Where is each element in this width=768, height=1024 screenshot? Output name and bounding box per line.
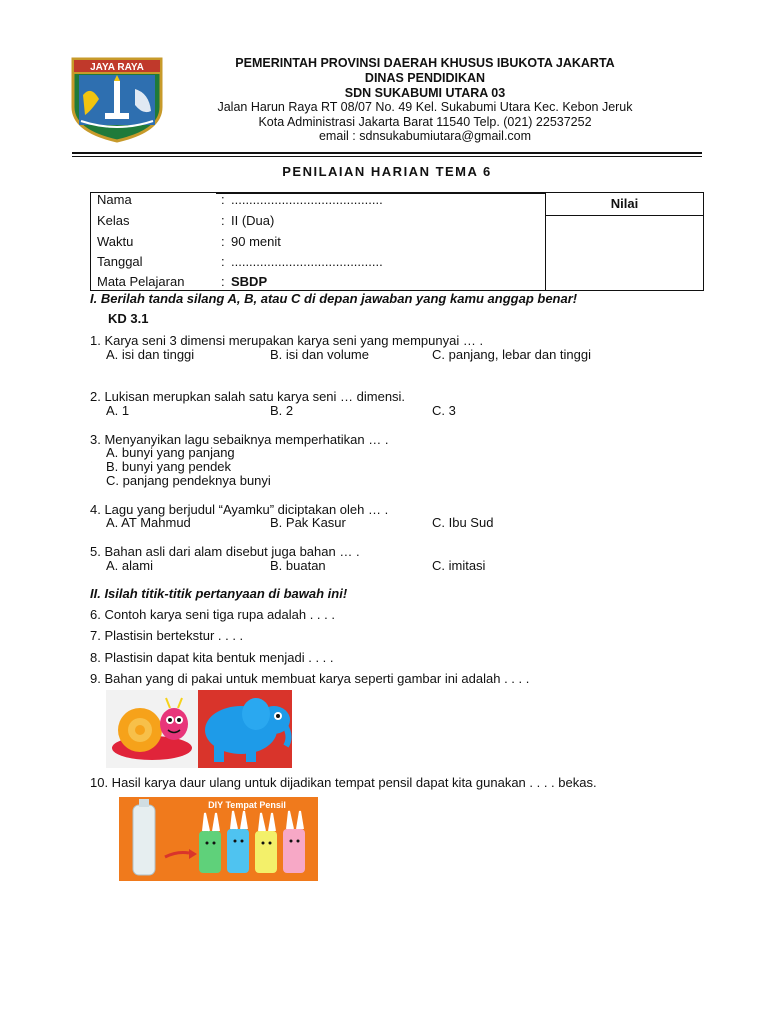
image-caption: DIY Tempat Pensil (208, 800, 286, 810)
question-3: 3. Menyanyikan lagu sebaiknya memperhatikan … . (90, 432, 389, 447)
header-city-phone-line: Kota Administrasi Jakarta Barat 11540 Telp. (021) 22537252 (258, 115, 592, 129)
option-c: C. panjang, lebar dan tinggi (432, 347, 592, 362)
header-divider-thick (72, 152, 702, 154)
identity-label: Kelas (97, 213, 130, 228)
option-b: B. Pak Kasur (270, 515, 346, 530)
plasticine-figures-image (106, 690, 292, 768)
identity-colon: : (221, 213, 225, 228)
identity-row-subject (97, 273, 267, 291)
question-4: 4. Lagu yang berjudul “Ayamku” diciptakan oleh … . (90, 502, 389, 517)
question-9: 9. Bahan yang di pakai untuk membuat karya seperti gambar ini adalah . . . . (90, 671, 530, 686)
identity-label: Waktu (97, 234, 134, 249)
option-a: A. bunyi yang panjang (106, 445, 235, 460)
section1-instruction: I. Berilah tanda silang A, B, atau C di depan jawaban yang kamu anggap benar! (90, 291, 578, 306)
identity-row-time (97, 233, 281, 251)
identity-colon: : (221, 254, 225, 269)
date-blank: .......................................... (231, 254, 383, 269)
question-5: 5. Bahan asli dari alam disebut juga bahan … . (90, 544, 360, 559)
identity-colon: : (221, 234, 225, 249)
identity-colon: : (221, 274, 225, 289)
time-value: 90 menit (231, 234, 281, 249)
kd-label: KD 3.1 (108, 311, 149, 326)
identity-colon: : (221, 192, 225, 207)
score-header: Nilai (546, 193, 703, 216)
option-b: B. bunyi yang pendek (106, 459, 232, 474)
option-a: A. AT Mahmud (106, 515, 191, 530)
diy-pencil-holder-image (119, 797, 318, 881)
question-10: 10. Hasil karya daur ulang untuk dijadikan tempat pensil dapat kita gunakan . . . . bekas. (90, 775, 597, 790)
section2-instruction: II. Isilah titik-titik pertanyaan di bawah ini! (90, 586, 348, 601)
option-a: A. 1 (106, 403, 130, 418)
header-agency-line: DINAS PENDIDIKAN (364, 71, 486, 85)
page-title: PENILAIAN HARIAN TEMA 6 (282, 164, 492, 179)
question-7: 7. Plastisin bertekstur . . . . (90, 628, 244, 643)
header-email-line: email : sdnsukabumiutara@gmail.com (318, 129, 532, 143)
option-a: A. isi dan tinggi (106, 347, 195, 362)
option-b: B. isi dan volume (270, 347, 369, 362)
identity-row-name (97, 191, 383, 209)
question-1: 1. Karya seni 3 dimensi merupakan karya seni yang mempunyai … . (90, 333, 484, 348)
option-c: C. imitasi (432, 558, 486, 573)
header-school-name: SDN SUKABUMI UTARA 03 (344, 86, 506, 100)
class-value: II (Dua) (231, 213, 275, 228)
identity-row-class (97, 212, 274, 230)
option-c: C. Ibu Sud (432, 515, 494, 530)
student-identity-table (90, 192, 704, 291)
question-2: 2. Lukisan merupkan salah satu karya seni … dimensi. (90, 389, 406, 404)
header-government-line: PEMERINTAH PROVINSI DAERAH KHUSUS IBUKOTA JAKARTA (235, 56, 615, 70)
option-b: B. buatan (270, 558, 326, 573)
name-blank: .......................................... (231, 192, 383, 207)
identity-row-date (97, 253, 383, 271)
option-a: A. alami (106, 558, 153, 573)
question-6: 6. Contoh karya seni tiga rupa adalah . . . . (90, 607, 335, 622)
header-address-line: Jalan Harun Raya RT 08/07 No. 49 Kel. Sukabumi Utara Kec. Kebon Jeruk (217, 100, 633, 114)
option-b: B. 2 (270, 403, 294, 418)
svg-text:JAYA RAYA: JAYA RAYA (90, 62, 144, 73)
question-8: 8. Plastisin dapat kita bentuk menjadi . . . . (90, 650, 334, 665)
identity-label: Nama (97, 192, 132, 207)
header-divider-thin (72, 156, 702, 157)
option-c: C. 3 (432, 403, 456, 418)
subject-value: SBDP (231, 274, 268, 289)
option-c: C. panjang pendeknya bunyi (106, 473, 271, 488)
identity-label: Tanggal (97, 254, 143, 269)
identity-label: Mata Pelajaran (97, 274, 185, 289)
